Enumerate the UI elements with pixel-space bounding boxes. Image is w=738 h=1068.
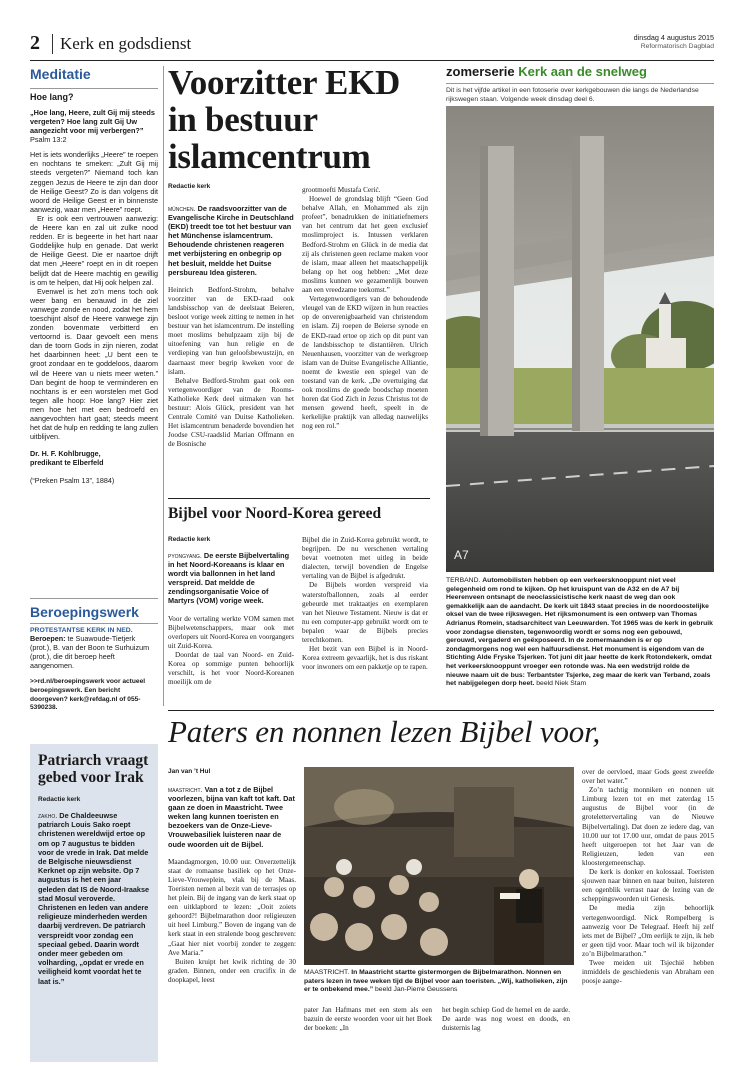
paters-top-rule [168, 710, 714, 711]
zomerserie-title-row [446, 64, 714, 79]
meditatie-paragraph: Er is ook een vertrouwen aanwezig: de Heere kan en zal uit zulke nood redden. Er is begeerte in het hart naar Goddelijke hulp en genade. Dat werkt de Heilige Geest. Die er naartoe drijft dat men „Heere” roept en in dit roepen belijdt dat de Heere machtig en gewillig is om te helpen, dat Hij ook helpen zal. [30, 213, 158, 287]
zomerserie-caption-place: TERBAND. [446, 577, 481, 584]
paters-paragraph: Buiten kruipt het kwik richting de 30 graden. Binnen, onder een crucifix in de doopkapel, leest [168, 957, 296, 984]
noordkorea-headline: Bijbel voor Noord-Korea gereed [168, 505, 382, 522]
zomerserie-photo-credit: beeld Niek Stam [536, 680, 587, 688]
bijbelmarathon-photo [304, 767, 574, 965]
paters-paragraph: Maandagmorgen, 10.00 uur. Onverzettelijk staat de romaanse basiliek op het Onze-Lieve-Vrouweplein, vlak bij de Maas. Toeristen nemen al bezit van de terrasjes op het plein. Bij de ingang van de kerk staat op een uitklapbord te lezen: „Ooit zoiets gehoord?! Bijbelmarathon door religieuzen uit heel Limburg.” Boven de ingang van de kerk staat in een stralende boog geschreven: „Gaat hier niet voorbij zonder te zeggen: Ave Maria.” [168, 857, 296, 957]
header-rule [30, 60, 714, 61]
meditatie-paragraph: Het is iets wonderlijks „Heere” te roepen en nochtans te smeken: „Zult Gij mij steeds vergeten?” Niemand toch kan zeggen Jezus de Heere te zijn dan door de Heilige Geest? Zo is dan volgens dit woord de Heilige Geest er in binnenste aanwezig, waar men „Heere” roept. [30, 150, 158, 214]
ekd-dateline: münchen. [168, 204, 196, 213]
noordkorea-lead [168, 551, 294, 606]
patriarch-lead-text: De Chaldeeuwse patriarch Louis Sako roept christenen wereldwijd ertoe op om op 7 augustus te bidden voor de vrede in Irak. Dat melde de Belgische nieuwsdienst Kerknet op zijn website. Op 7 augustus is het een jaar geleden dat IS de Noord-Iraakse stad Mosul veroverde. Christenen en leden van andere religieuze minderheden werden daarbij verdreven. De patriarch verspreidt voor zondag een speciaal gebed. Daarin wordt onder meer gebeden om volharding, „opdat er vrede en veiligheid komt voordat het te laat is.” [38, 811, 150, 986]
noordkorea-column-1 [168, 536, 294, 687]
meditatie-quote: „Hoe lang, Heere, zult Gij mij steeds vergeten? Hoe lang zult Gij Uw aangezicht voor mij verbergen?” [30, 108, 155, 136]
beroepingswerk-footer[interactable]: >>rd.nl/beroepingswerk voor actueel beroepingswerk. Een bericht doorgeven? kerk@refdag.nl of 055-5390238. [30, 678, 146, 712]
paters-dateline: maastricht. [168, 785, 203, 794]
ekd-lead [168, 204, 294, 277]
zomerserie-caption-text: Automobilisten hebben op een verkeersknooppunt niet veel gelegenheid om rond te kijken. Op het kruispunt van de A32 en de A7 bij Heerenveen ontsnapt de neoclassicistische kerk naast de weg dan ook gemakkelijk aan de aandacht. De kerk uit 1843 staat precies in de noordoostelijke oksel van de twee rijkswegen. Het rijksmonument is een ontwerp van Thomas Adrianus Romein, stadsarchitect van Leeuwarden. Tot 1965 was de kerk in gebruik voor zondagse diensten, tegenwoordig wordt er soms nog een gebouwd, gerouwd, vergaderd en geëxposeerd. In de zomermaanden is er op zondagmorgens nog wel een halfuursdienst. Het monument is eigendom van de Stichting Alde Fryske Tsjerken. Tot juni dit jaar heette de kerk Rotondekerk, omdat het verkeersknooppunt vroeger een rotonde was. Na een wedstrijd rolde de nieuwe naam uit de bus: Terbantster Tsjerke, zeg maar de kerk van Terband, zoals het nabijgelegen dorp heet. [446, 577, 713, 688]
meditatie-body [30, 150, 158, 441]
patriarch-box [30, 744, 158, 1062]
ekd-column-2 [302, 186, 428, 432]
ekd-headline: Voorzitter EKD in bestuur islamcentrum [168, 63, 400, 176]
noordkorea-lead-text: De eerste Bijbelvertaling in het Noord-Koreaans is klaar en wordt via ballonnen in het land verspreid. Dat meldde de zendingsorganisatie Voice of Martyrs (VOM) vorige week. [168, 551, 290, 606]
paters-paragraph: De media zijn behoorlijk vertegenwoordigd. Nick Rompelberg is aanwezig voor De Telegraaf. Heeft hij zelf iets met de Bijbel? „Om eerlijk te zijn, ik heb er geen tijd voor. Maar toch wil ik bijzonder zo’n Bijbelmarathon.” [582, 904, 714, 958]
paters-caption [304, 969, 574, 995]
noordkorea-paragraph: Doordat de taal van Noord- en Zuid-Korea op sommige punten behoorlijk verschilt, is het voor Noord-Koreanen moeilijk om de [168, 650, 294, 687]
highway-photo-illustration [446, 106, 714, 572]
noordkorea-col2-body [302, 536, 428, 672]
paters-column-2 [304, 1006, 432, 1033]
meditatie-section [30, 66, 158, 485]
paters-paragraph: Twee meiden uit Tsjechië hebben inmiddels de geschiedenis van Abraham een poosje aange- [582, 958, 714, 986]
meditatie-author-role: predikant te Elberfeld [30, 458, 104, 468]
ekd-column-1 [168, 204, 294, 449]
beroepingswerk-label: Beroepen: [30, 634, 66, 643]
page-number: 2 [30, 32, 40, 54]
paters-photo-credit: beeld Jan-Pierre Geussens [375, 986, 458, 994]
road-sign-label: A7 [454, 548, 469, 562]
paters-column-4 [582, 768, 714, 986]
beroepingswerk-body [30, 634, 158, 670]
paters-col1-body [168, 858, 296, 985]
patriarch-title: Patriarch vraagt gebed voor Irak [38, 752, 149, 786]
zomerserie-caption [446, 577, 714, 689]
noordkorea-paragraph: Bijbel die in Zuid-Korea gebruikt wordt, te begrijpen. De nu verschenen vertaling bevat voetnoten met uitleg in beide dialecten, terwijl bovendien de Engelse vertaling van de Bijbel is afgedrukt. [302, 536, 428, 581]
meditatie-quote-ref: Psalm 13:2 [30, 135, 67, 145]
ekd-credit: Redactie kerk [168, 183, 211, 190]
noordkorea-article [168, 505, 430, 523]
paters-caption-place: MAASTRICHT. [304, 969, 350, 976]
noordkorea-credit: Redactie kerk [168, 536, 211, 543]
ekd-paragraph: grootmoefti Mustafa Cerić. [302, 186, 381, 194]
paters-author: Jan van ’t Hul [168, 768, 211, 775]
beroepingswerk-church: PROTESTANTSE KERK IN NED. [30, 627, 133, 634]
noordkorea-paragraph: Voor de vertaling werkte VOM samen met Bijbelwetenschappers, maar ook met overlopers uit Noord-Korea en voorgangers uit Zuid-Korea. [168, 614, 294, 650]
zomerserie-title: Kerk aan de snelweg [518, 64, 647, 79]
zomerserie-section [446, 64, 714, 104]
zomerserie-intro: Dit is het vijfde artikel in een fotoserie over kerkgebouwen die langs de Nederlandse rijkswegen staan. Volgende week dinsdag deel 6. [446, 87, 699, 103]
paters-paragraph: pater Jan Hafmans met een stem als een bazuin de eerste woorden voor uit het Boek der boeken: „In [304, 1006, 432, 1033]
beroepingswerk-section [30, 604, 158, 713]
ekd-lead-text: De raadsvoorzitter van de Evangelische Kirche in Deutschland (EKD) treedt toe tot het bestuur van het Münchense islamcentrum. Behoudende christenen reageren met verbijstering en onbegrip op het besluit, meldde het Duitse persbureau Idea gisteren. [168, 204, 294, 277]
beroepingswerk-rule [30, 623, 158, 624]
beroepingswerk-top-rule [30, 598, 158, 599]
ekd-article [168, 64, 430, 197]
ekd-paragraph: Heinrich Bedford-Strohm, behalve voorzitter van de EKD-raad ook landsbisschop van de deelstaat Beieren, besloot vorige week zitting te nemen in het bestuur van het islamcentrum. De instelling moet moslims behulpzaam zijn bij de uitoefening van hun religie en de verdieping van hun geloofsbewustzijn, en daarnaast meer begrip kweken voor de islam. [168, 285, 294, 376]
paters-lead [168, 785, 296, 849]
meditatie-title: Hoe lang? [30, 92, 74, 102]
meditatie-rule [30, 88, 158, 89]
beroepingswerk-heading: Beroepingswerk [30, 604, 139, 620]
paters-caption-text: In Maastricht startte gistermorgen de Bijbelmarathon. Nonnen en paters lezen in twee weken tijd de Bijbel voor aan toeristen. „Wij, katholieken, zijn er te onbekend mee.” [304, 969, 568, 994]
noordkorea-dateline: pyongyang. [168, 551, 202, 560]
ekd-col1-body [168, 286, 294, 450]
paters-paragraph: over de oervloed, maar Gods geest zweefde over het water.” [582, 768, 714, 786]
paters-lead-text: Van a tot z de Bijbel voorlezen, bijna van kaft tot kaft. Dat gaan ze doen in Maastricht. Twee weken lang kunnen toeristen en bezoekers van de Onze-Lieve-Vrouwebasiliek luisteren naar de oude woorden uit de Bijbel. [168, 785, 295, 849]
bijbelmarathon-photo-illustration [304, 767, 574, 965]
noordkorea-column-2 [302, 536, 428, 672]
meditatie-paragraph: Evenwel is het zo’n mens toch ook weer bang en benauwd in de ziel vanwege zonde en nood, zodat het hem toeschijnt alsof de Heere vanwege zijn zonden bovenmate verbitterd en vertoornd is. Daar gevoelt een mens dan de toorn Gods in zijn nieren, zodat het daarbinnen heet: „U bent een te groot zondaar en te goddeloos, daarom wil de Heere van u niets meer weten.” Dan begint de hoop te verminderen en nochtans is er een worstelen met God tegen alle hoop: Hoe lang? Hier ziet men hoe het met een bedroefd en aangevochten hart gaat; steeds meent het dat de hulp en redding te lang zullen uitblijven. [30, 286, 158, 442]
paters-paragraph: het begin schiep God de hemel en de aarde. De aarde was nog woest en doods, en duisternis lag [442, 1006, 570, 1033]
highway-church-photo [446, 106, 714, 572]
paters-column-3 [442, 1006, 570, 1033]
paters-column-1 [168, 768, 296, 985]
header-divider [52, 34, 53, 54]
patriarch-credit: Redactie kerk [38, 796, 81, 803]
noordkorea-col1-body [168, 615, 294, 688]
patriarch-dateline: zakho. [38, 811, 58, 820]
header-date: dinsdag 4 augustus 2015 [633, 33, 714, 42]
meditatie-heading: Meditatie [30, 66, 91, 82]
patriarch-lead [38, 811, 150, 986]
ekd-bottom-rule [168, 498, 430, 499]
noordkorea-paragraph: Het bezit van een Bijbel is in Noord-Korea extreem gevaarlijk, het is dus riskant voor inwoners om een pakketje op te rapen. [302, 645, 428, 672]
noordkorea-paragraph: De Bijbels worden verspreid via waterstofballonnen, zoals al eerder gebeurde met traktaatjes en exemplaren van het Nieuwe Testament. Nieuw is dat er nu een computer-app gebruikt wordt om te bepalen waar de Bijbels precies terechtkomen. [302, 581, 428, 645]
ekd-paragraph: Vertegenwoordigers van de behoudende vleugel van de EKD wijzen in hun reacties op de onverenigbaarheid van christendom en islam. Zij roepen de Beierse synode en de EKD-raad ertoe op zich op dit punt van de landsbisschop te distantiëren. Ulrich Neuenhausen, voorzitter van de werkgroep islam van de Duitse Evangelische Alliantie, noemt de kwestie een spiegel van de toestand van de kerk. „De overtuiging dat ook moslims de goede boodschap moeten horen dat God Zich in Jezus Christus tot de mensen gewend heeft, speelt in de kerkelijke praktijk van alledag nauwelijks nog een rol.” [302, 295, 428, 431]
ekd-col2-body [302, 186, 428, 432]
paters-paragraph: Zo’n tachtig monniken en nonnen uit Limburg lezen tot en met zaterdag 15 augustus de Bijbel voor (in de grotelettervertaling van de Nieuwe Bijbelvertaling). Dat doen ze iedere dag, van 10.00 uur tot 17.00 uur, omdat de paus 2015 heeft uitgeroepen tot het Jaar van de Religieuzen, leden van een kloostergemeenschap. [582, 786, 714, 867]
beroepingswerk-text: te Suawoude-Tietjerk (prot.), B. van der Boon te Surhuizum (prot.), die dit beroep heeft aangenomen. [30, 634, 150, 671]
zomerserie-rule [446, 83, 714, 84]
meditatie-source: (“Preken Psalm 13”, 1884) [30, 476, 115, 486]
zomerserie-label: zomerserie [446, 64, 515, 79]
column-divider [163, 66, 164, 706]
meditatie-author: Dr. H. F. Kohlbrugge, [30, 449, 101, 459]
ekd-paragraph: Behalve Bedford-Strohm gaat ook een vertegenwoordiger van de Rooms-Katholieke Kerk deel uitmaken van het bestuur: Alois Glück, president van het Centrale Comité van Duitse Katholieken. Het islamcentrum benaderde bovendien het Joodse CSU-raadslid Marian Offmann en de Bosnische [168, 376, 294, 449]
ekd-paragraph: Hoewel de grondslag blijft “Geen God behalve Allah, en Mohammed als zijn profeet”, benadrukken de initiatiefnemers van het centrum dat het geen exclusief moslimproject is. Intussen verklaren Bedford-Strohm en Glück in de media dat zij als christenen geen reclame maken voor de islam, maar alleen het maatschappelijk belang op het oog hebben: „Met deze moslims kunnen we gezamenlijk bouwen aan een vreedzame toekomst.” [302, 195, 428, 295]
paters-paragraph: De kerk is donker en kolossaal. Toeristen sjouwen naar binnen en naar buiten, luisteren een ogenblik verrast naar de lezing van de scheppingswoorden uit Genesis. [582, 868, 714, 904]
paters-headline: Paters en nonnen lezen Bijbel voor, [168, 714, 601, 749]
header-paper: Reformatorisch Dagblad [640, 43, 714, 50]
page-header [30, 30, 714, 58]
section-title: Kerk en godsdienst [60, 34, 192, 53]
